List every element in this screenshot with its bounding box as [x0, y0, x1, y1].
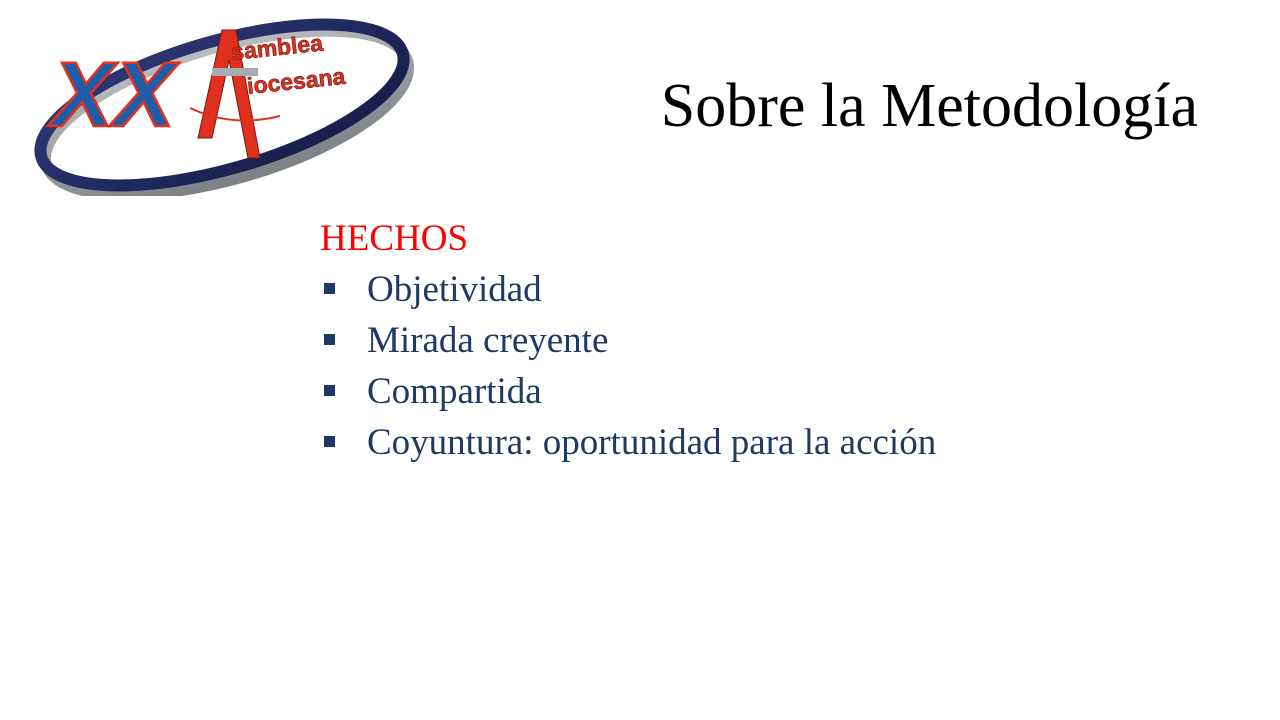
bullet-list — [320, 264, 936, 468]
bullet-item-objetividad — [320, 264, 936, 315]
bullet-item-compartida — [320, 366, 936, 417]
bullet-text: Compartida — [367, 371, 542, 412]
bullet-item-coyuntura — [320, 417, 936, 468]
section-heading: HECHOS — [320, 218, 469, 259]
bullet-text: Objetividad — [367, 269, 542, 310]
bullet-text: Coyuntura: oportunidad para la acción — [367, 422, 937, 463]
slide-title: Sobre la Metodología — [660, 72, 1198, 140]
assembly-logo — [22, 8, 422, 196]
svg-text:XX: XX — [52, 44, 175, 146]
logo-line2-text: iocesana — [245, 62, 347, 99]
square-bullet-icon — [324, 283, 335, 294]
square-bullet-icon — [324, 436, 335, 447]
bullet-text: Mirada creyente — [367, 320, 609, 361]
square-bullet-icon — [324, 385, 335, 396]
bullet-item-mirada-creyente — [320, 315, 936, 366]
logo-xx-text — [47, 44, 179, 146]
logo-line1-text: samblea — [229, 29, 325, 65]
methodology-section — [320, 214, 936, 468]
square-bullet-icon — [324, 334, 335, 345]
